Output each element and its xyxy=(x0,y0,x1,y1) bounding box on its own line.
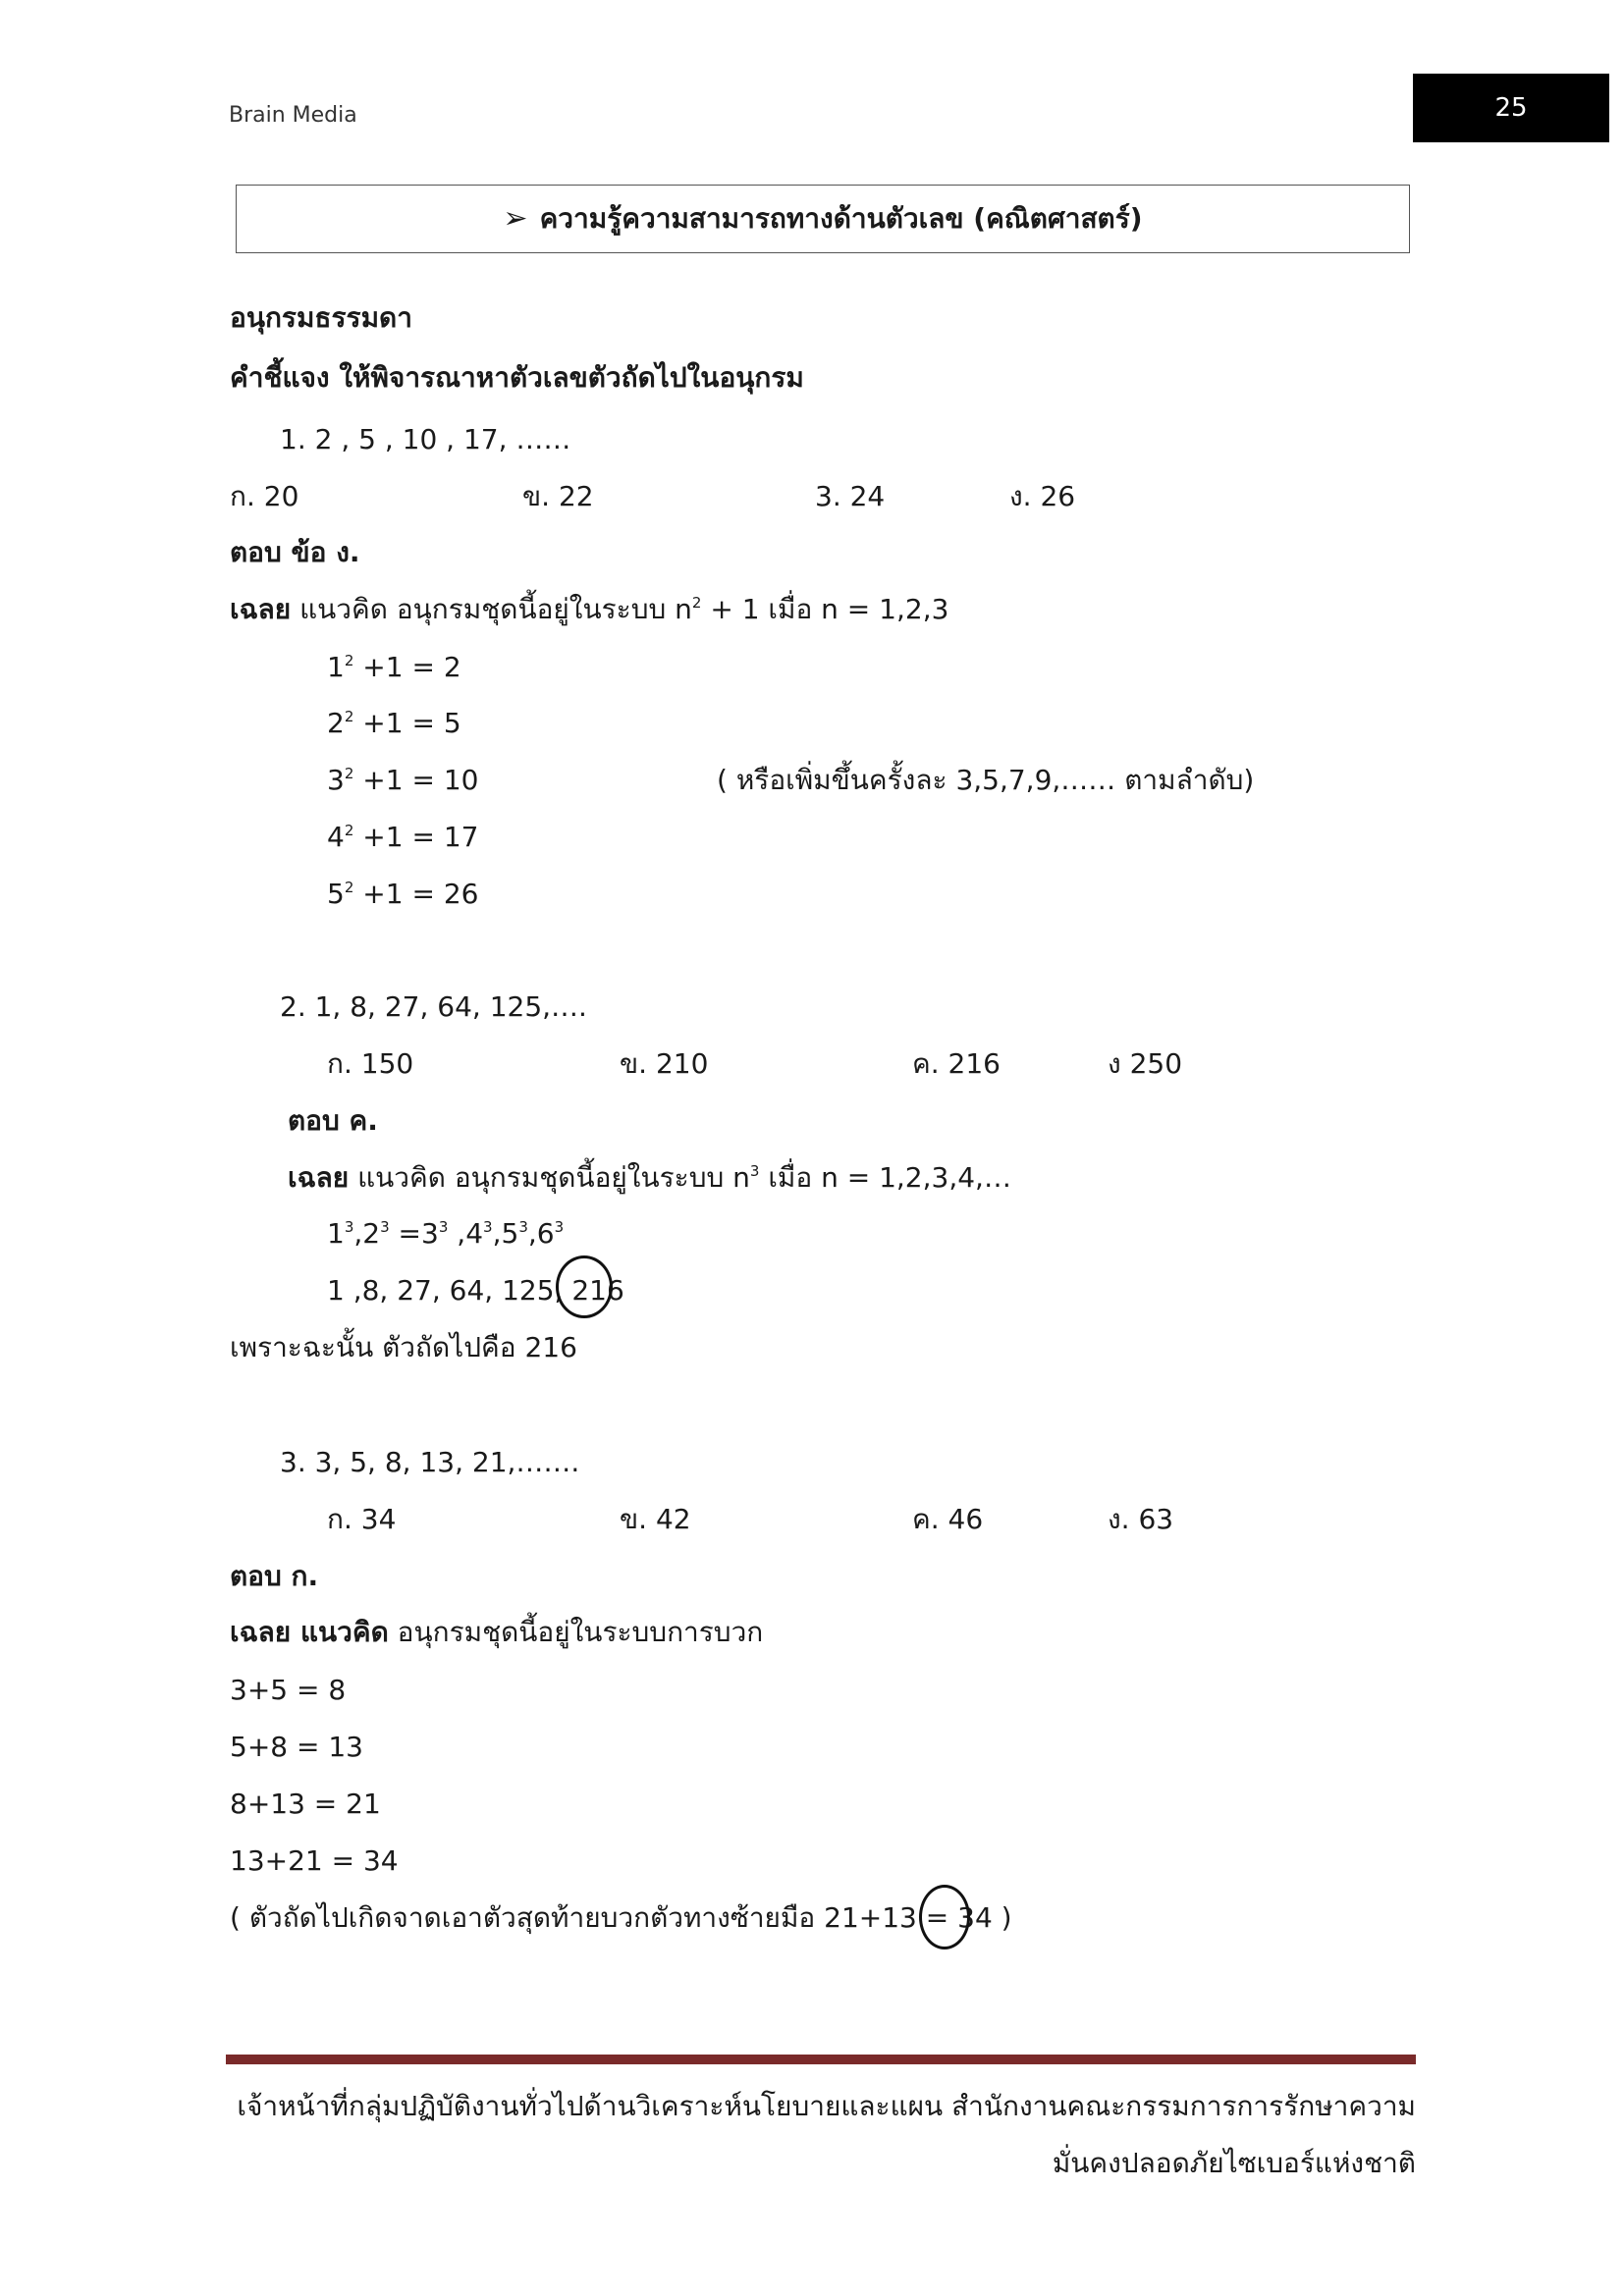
q3-step: 8+13 = 21 xyxy=(230,1788,381,1820)
section-title-box xyxy=(236,185,1410,253)
q2-solution-tail: เมื่อ n = 1,2,3,4,… xyxy=(759,1161,1011,1194)
answer-circle xyxy=(919,1885,970,1949)
q3-choice-a: ก. 34 xyxy=(327,1503,397,1535)
q3-solution-label: เฉลย แนวคิด xyxy=(230,1616,389,1648)
q2-sequence: 1 ,8, 27, 64, 125, 216 xyxy=(327,1274,624,1307)
q1-solution-exp: 2 xyxy=(691,594,702,612)
q1-choice-c: 3. 24 xyxy=(815,480,886,512)
q1-choice-a: ก. 20 xyxy=(230,480,299,512)
q1-solution-text: แนวคิด อนุกรมชุดนี้อยู่ในระบบ n xyxy=(291,593,692,625)
q2-conclusion: เพราะฉะนั้น ตัวถัดไปคือ 216 xyxy=(230,1331,577,1363)
q2-question: 2. 1, 8, 27, 64, 125,…. xyxy=(280,990,587,1023)
q2-solution xyxy=(288,1160,1011,1196)
q1-note: ( หรือเพิ่มขึ้นครั้งละ 3,5,7,9,…… ตามลำดับ) xyxy=(717,764,1255,796)
q3-note: ( ตัวถัดไปเกิดจาดเอาตัวสุดท้ายบวกตัวทางซ้ายมือ 21+13 = 34 ) xyxy=(230,1901,1012,1934)
q1-choice-d: ง. 26 xyxy=(1009,480,1076,512)
q2-choice-c: ค. 216 xyxy=(912,1047,1001,1080)
q3-solution-text: อนุกรมชุดนี้อยู่ในระบบการบวก xyxy=(388,1616,764,1648)
q1-choice-b: ข. 22 xyxy=(522,480,594,512)
q3-choice-b: ข. 42 xyxy=(620,1503,691,1535)
q3-answer: ตอบ ก. xyxy=(230,1560,319,1592)
q1-step: $3^2 +1 = 10$ xyxy=(327,764,479,796)
section-title-text: ความรู้ความสามารถทางด้านตัวเลข (คณิตศาสตร์) xyxy=(539,202,1143,235)
q3-choice-d: ง. 63 xyxy=(1108,1503,1174,1535)
q2-solution-text: แนวคิด อนุกรมชุดนี้อยู่ในระบบ n xyxy=(349,1161,750,1194)
arrow-bullet-icon: ➢ xyxy=(503,201,528,236)
q1-answer: ตอบ ข้อ ง. xyxy=(230,536,360,568)
q1-question: 1. 2 , 5 , 10 , 17, …… xyxy=(280,423,571,455)
q2-choice-d: ง 250 xyxy=(1108,1047,1183,1080)
q1-solution xyxy=(230,592,948,627)
footer-line-2: มั่นคงปลอดภัยไซเบอร์แห่งชาติ xyxy=(1052,2147,1416,2179)
q2-choice-a: ก. 150 xyxy=(327,1047,414,1080)
q3-choice-c: ค. 46 xyxy=(912,1503,984,1535)
footer-divider xyxy=(226,2055,1416,2064)
q3-solution xyxy=(230,1615,763,1650)
q3-step: 5+8 = 13 xyxy=(230,1731,363,1763)
q1-step: $1^2 +1 = 2$ xyxy=(327,651,461,683)
q1-solution-label: เฉลย xyxy=(230,593,292,625)
q2-answer: ตอบ ค. xyxy=(288,1104,378,1137)
page-number: 25 xyxy=(1413,74,1609,142)
section-title xyxy=(237,186,1409,252)
header-brand: Brain Media xyxy=(229,103,357,128)
q2-choice-b: ข. 210 xyxy=(620,1047,709,1080)
q1-step: $4^2 +1 = 17$ xyxy=(327,821,479,853)
answer-circle xyxy=(556,1255,613,1318)
footer-line-1: เจ้าหน้าที่กลุ่มปฏิบัติงานทั่วไปด้านวิเคราะห์นโยบายและแผน สำนักงานคณะกรรมการการรักษาความ xyxy=(237,2090,1416,2122)
q2-circled-answer: 216 xyxy=(571,1274,624,1307)
q2-powers: $1^3,2^3 =3^3$ $,4^3,5^3,6^3$ xyxy=(327,1217,565,1250)
q3-circled-answer: 34 xyxy=(957,1901,993,1934)
sequence-heading: อนุกรมธรรมดา xyxy=(230,301,412,334)
q1-step: $2^2 +1 = 5$ xyxy=(327,707,461,739)
q3-step: 3+5 = 8 xyxy=(230,1674,347,1706)
q3-question: 3. 3, 5, 8, 13, 21,……. xyxy=(280,1446,580,1478)
q1-solution-tail: + 1 เมื่อ n = 1,2,3 xyxy=(701,593,949,625)
instruction: คำชี้แจง ให้พิจารณาหาตัวเลขตัวถัดไปในอนุกรม xyxy=(230,361,804,394)
q3-step: 13+21 = 34 xyxy=(230,1844,399,1877)
q1-step: $5^2 +1 = 26$ xyxy=(327,878,479,910)
q2-solution-label: เฉลย xyxy=(288,1161,350,1194)
q2-solution-exp: 3 xyxy=(749,1162,760,1180)
